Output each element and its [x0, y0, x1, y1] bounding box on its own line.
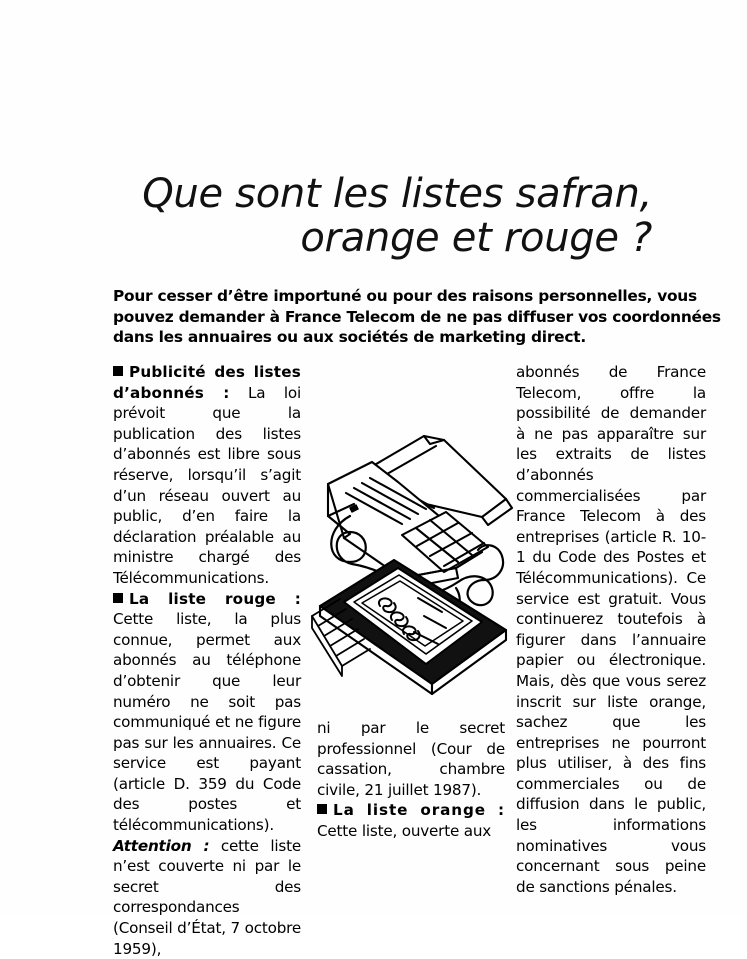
- intro-line-1: Pour cesser d’être importuné ou pour des raisons personnelles, vous: [113, 287, 697, 305]
- paragraph-publicite-des-listes: [113, 362, 301, 589]
- text-column-left: [113, 362, 301, 959]
- body-liste-orange-suite: abonnés de France Telecom, offre la possibilité de demander à ne pas apparaître sur les extraits de listes d’abonnés commercialisées par France Telecom à des entreprises (article R. 10-1 du Code des Postes et Télécommunications). Ce service est gratuit. Vous continuerez toutefois à figurer dans l’annuaire papier ou électronique. Mais, dès que vous serez inscrit sur liste orange, sachez que les entreprises ne pourront plus utiliser, à des fins commerciales ou de diffusion dans le public, les informations nominatives vous concernant sous peine de sanctions pénales.: [516, 363, 706, 896]
- paragraph-liste-orange: [317, 800, 505, 841]
- body-liste-orange: Cette liste, ouverte aux: [317, 821, 492, 840]
- paragraph-liste-orange-suite: [516, 362, 706, 897]
- page-title-line-2: orange et rouge ?: [300, 215, 652, 261]
- square-bullet-icon: [113, 593, 123, 603]
- body-secret-professionnel: ni par le secret professionnel (Cour de cassation, chambre civile, 21 juillet 1987).: [317, 719, 505, 799]
- square-bullet-icon: [317, 804, 327, 814]
- heading-attention: Attention :: [113, 836, 210, 855]
- paragraph-attention: [113, 836, 301, 959]
- heading-publicite-des-listes: Publicité des listes d’abonnés :: [113, 363, 301, 402]
- intro-line-3: dans les annuaires ou aux sociétés de marketing direct.: [113, 328, 586, 346]
- intro-paragraph: [113, 286, 721, 348]
- body-publicite-des-listes: La loi prévoit que la publication des listes d’abonnés est libre sous réserve, lorsqu’il s’agit d’un réseau ouvert au public, d’en faire la déclaration préalable au ministre chargé des Télécommunications.: [113, 383, 301, 587]
- page-title: [100, 172, 652, 260]
- paragraph-liste-rouge: [113, 589, 301, 836]
- body-attention: cette liste n’est couverte ni par le secret des correspondances (Conseil d’État, 7 octobre 1959),: [113, 836, 301, 958]
- page-title-line-1: Que sont les listes safran,: [142, 171, 652, 217]
- text-column-middle: [317, 718, 505, 842]
- text-column-right: [516, 362, 706, 897]
- body-liste-rouge: Cette liste, la plus connue, permet aux abonnés au téléphone d’obtenir que leur numéro ne soit pas communiqué et ne figure pas sur les annuaires. Ce service est payant (article D. 359 du Code des postes et télécommunications).: [113, 610, 301, 835]
- heading-liste-orange: La liste orange :: [333, 801, 505, 820]
- square-bullet-icon: [113, 366, 123, 376]
- paragraph-secret-professionnel: [317, 718, 505, 800]
- heading-liste-rouge: La liste rouge :: [129, 589, 301, 608]
- intro-line-2: pouvez demander à France Telecom de ne pas diffuser vos coordonnées: [113, 307, 721, 326]
- telephone-directory-illustration: [306, 392, 521, 697]
